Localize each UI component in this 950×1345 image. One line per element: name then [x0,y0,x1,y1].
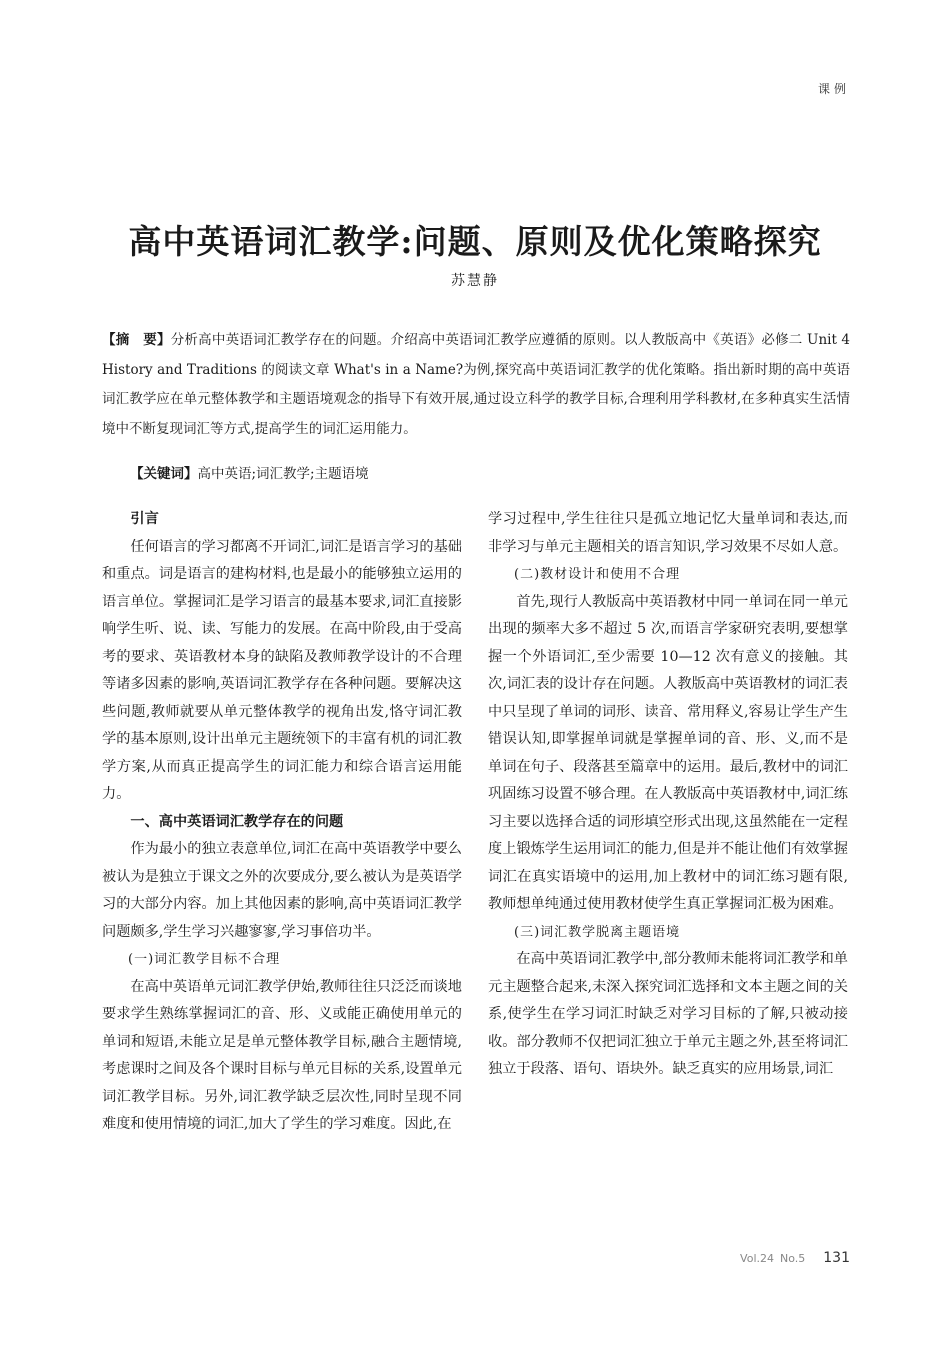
sub1-paragraph: 在高中英语单元词汇教学伊始,教师往往只泛泛而谈地要求学生熟练掌握词汇的音、形、义或能正确使用单元的单词和短语,未能立足是单元整体教学目标,融合主题情境,考虑课时之间及各个课时目标与单元目标的关系,设置单元词汇教学目标。另外,词汇教学缺乏层次性,同时呈现不同难度和使用情境的词汇,加大了学生的学习难度。因此,在 [102,978,462,1132]
section1-paragraph: 作为最小的独立表意单位,词汇在高中英语教学中要么被认为是独立于课文之外的次要成分,要么被认为是英语学习的大部分内容。加上其他因素的影响,高中英语词汇教学问题颇多,学生学习兴趣寥寥,学习事倍功半。 [102,841,462,940]
keywords [130,460,850,489]
footer-issue: No.5 [780,1252,806,1265]
sub3-paragraph: 在高中英语词汇教学中,部分教师未能将词汇教学和单元主题整合起来,未深入探究词汇选择和文本主题之间的关系,使学生在学习词汇时缺乏对学习目标的了解,只被动接收。部分教师不仅把词汇独立于单元主题之外,甚至将词汇独立于段落、语句、语块外。缺乏真实的应用场景,词汇 [488,951,848,1077]
subheading-3: (三)词汇教学脱离主题语境 [514,924,681,940]
page-number: 131 [823,1250,850,1266]
page-footer [740,1250,850,1266]
keywords-label: 【关键词】 [130,466,198,482]
left-column [102,506,462,1139]
right-column [488,506,848,1084]
intro-heading: 引言 [130,511,159,527]
abstract-text: 分析高中英语词汇教学存在的问题。介绍高中英语词汇教学应遵循的原则。以人教版高中《英语》必修二 Unit 4 History and Traditions 的阅读文章 What's in a Name?为例,探究高中英语词汇教学的优化策略。指出新时期的高中英语词汇教学应在单元整体教学和主题语境观念的指导下有效开展,通过设立科学的教学目标,合理利用学科教材,在多种真实生活情境中不断复现词汇等方式,提高学生的词汇运用能力。 [102,332,850,437]
subheading-1: (一)词汇教学目标不合理 [128,952,281,967]
section-tag: 课例 [817,82,850,96]
footer-volume: Vol.24 [740,1252,774,1265]
sub2-paragraph: 首先,现行人教版高中英语教材中同一单词在同一单元出现的频率大多不超过 5 次,而语言学家研究表明,要想掌握一个外语词汇,至少需要 10—12 次有意义的接触。其次,词汇表的设计存在问题。人教版高中英语教材的词汇表中只呈现了单词的词形、读音、常用释义,容易让学生产生错误认知,即掌握单词就是掌握单词的音、形、义,而不是单词在句子、段落甚至篇章中的运用。最后,教材中的词汇巩固练习设置不够合理。在人教版高中英语教材中,词汇练习主要以选择合适的词形填空形式出现,这虽然能在一定程度上锻炼学生运用词汇的能力,但是并不能让他们有效掌握词汇在真实语境中的运用,加上教材中的词汇练习题有限,教师想单纯通过使用教材使学生真正掌握词汇极为困难。 [488,593,848,912]
abstract [102,326,850,444]
continuation-paragraph: 学习过程中,学生往往只是孤立地记忆大量单词和表达,而非学习与单元主题相关的语言知识,学习效果不尽如人意。 [488,511,848,555]
abstract-label: 【摘 要】 [102,332,171,348]
section1-heading: 一、高中英语词汇教学存在的问题 [130,813,344,830]
article-title: 高中英语词汇教学:问题、原则及优化策略探究 [128,222,822,261]
article-author: 苏慧静 [451,273,499,289]
keywords-text: 高中英语;词汇教学;主题语境 [197,466,369,482]
subheading-2: (二)教材设计和使用不合理 [514,567,681,582]
intro-paragraph: 任何语言的学习都离不开词汇,词汇是语言学习的基础和重点。词是语言的建构材料,也是最小的能够独立运用的语言单位。掌握词汇是学习语言的最基本要求,词汇直接影响学生听、说、读、写能力的发展。在高中阶段,由于受高考的要求、英语教材本身的缺陷及教师教学设计的不合理等诸多因素的影响,英语词汇教学存在各种问题。要解决这些问题,教师就要从单元整体教学的视角出发,恪守词汇教学的基本原则,设计出单元主题统领下的丰富有机的词汇教学方案,从而真正提高学生的词汇能力和综合语言运用能力。 [102,538,462,802]
